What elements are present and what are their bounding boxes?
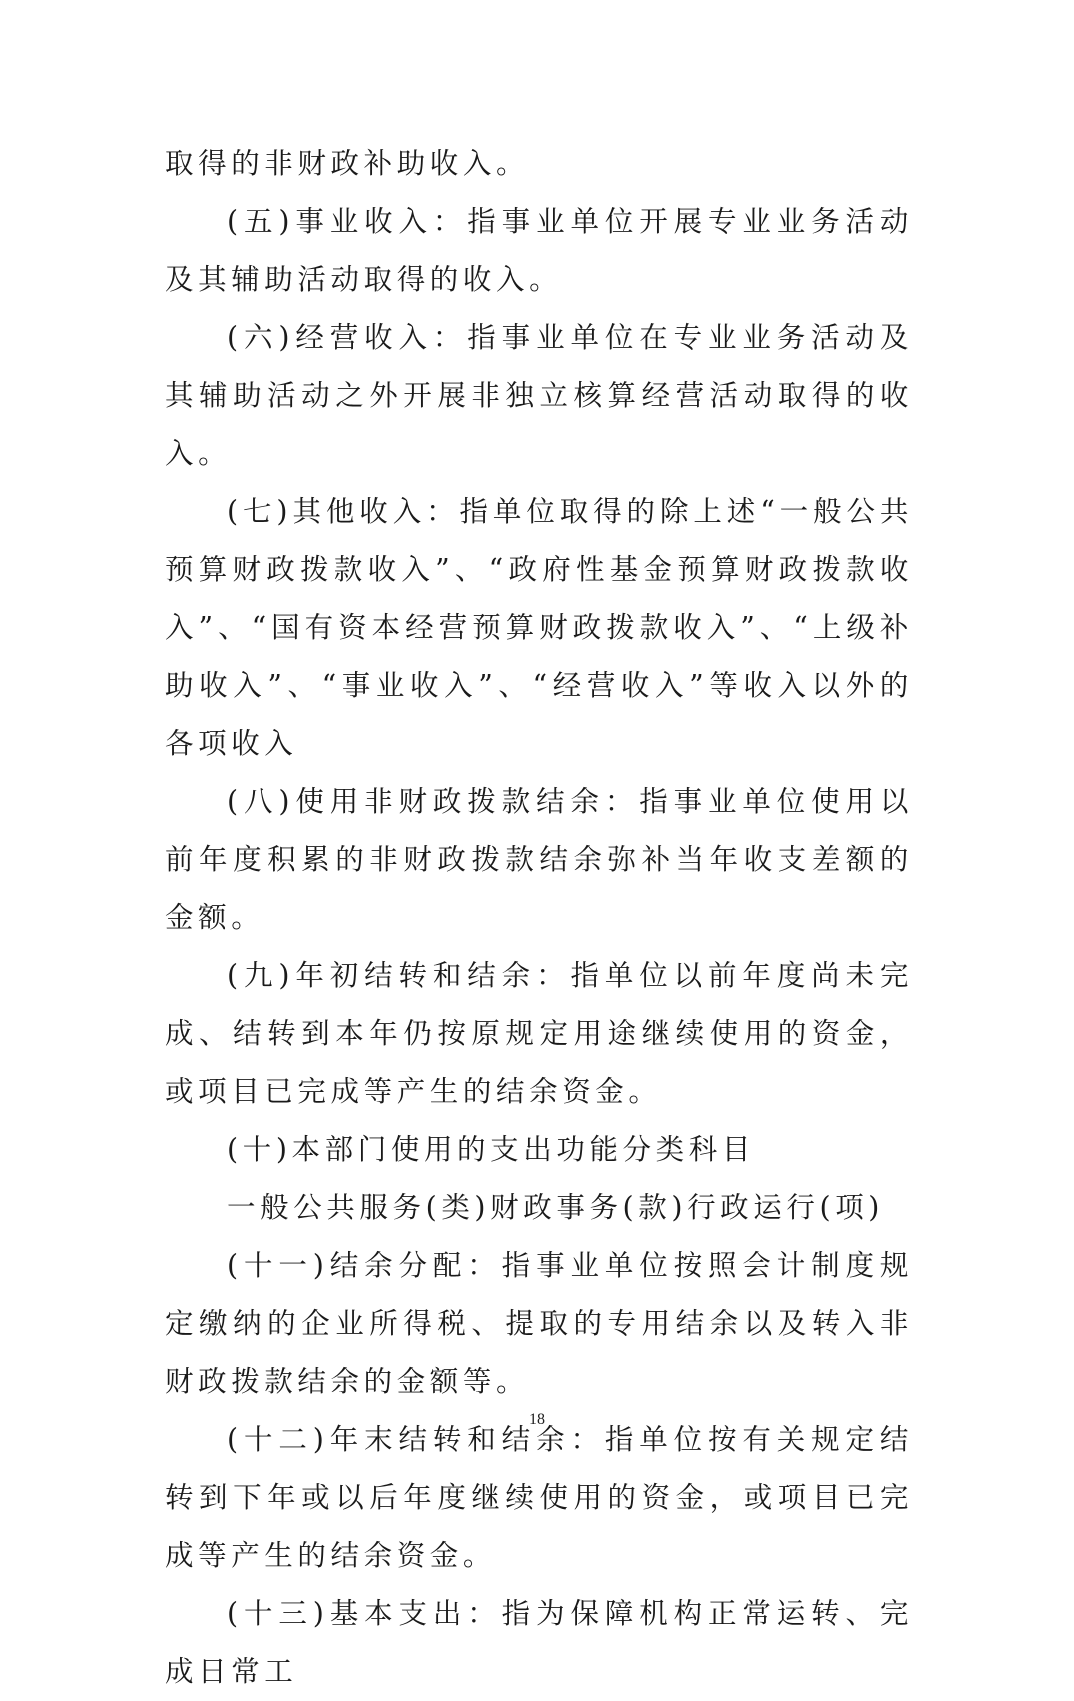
paragraph-6: (九)年初结转和结余：指单位以前年度尚未完成、结转到本年仍按原规定用途继续使用的资金，或项目已完成等产生的结余资金。 — [165, 959, 913, 1108]
paragraph-4: (七)其他收入：指单位取得的除上述“一般公共预算财政拨款收入”、“政府性基金预算财政拨款收入”、“国有资本经营预算财政拨款收入”、“上级补助收入”、“事业收入”、“经营收入”等收入以外的各项收入 — [165, 495, 913, 760]
paragraph-5: (八)使用非财政拨款结余：指事业单位使用以前年度积累的非财政拨款结余弥补当年收支差额的金额。 — [165, 785, 913, 934]
body-text — [165, 135, 913, 1701]
paragraph-11: (十三)基本支出：指为保障机构正常运转、完成日常工 — [165, 1597, 913, 1688]
paragraph-7: (十)本部门使用的支出功能分类科目 — [227, 1133, 755, 1166]
paragraph-8: 一般公共服务(类)财政事务(款)行政运行(项) — [227, 1191, 885, 1224]
paragraph-10: (十二)年末结转和结余：指单位按有关规定结转到下年或以后年度继续使用的资金，或项目已完成等产生的结余资金。 — [165, 1423, 913, 1572]
paragraph-3: (六)经营收入：指事业单位在专业业务活动及其辅助活动之外开展非独立核算经营活动取得的收入。 — [165, 321, 913, 470]
paragraph-2: (五)事业收入：指事业单位开展专业业务活动及其辅助活动取得的收入。 — [165, 205, 913, 296]
paragraph-9: (十一)结余分配：指事业单位按照会计制度规定缴纳的企业所得税、提取的专用结余以及转入非财政拨款结余的金额等。 — [165, 1249, 913, 1398]
paragraph-1: 取得的非财政补助收入。 — [165, 147, 530, 180]
page-number: 18 — [529, 1411, 545, 1428]
